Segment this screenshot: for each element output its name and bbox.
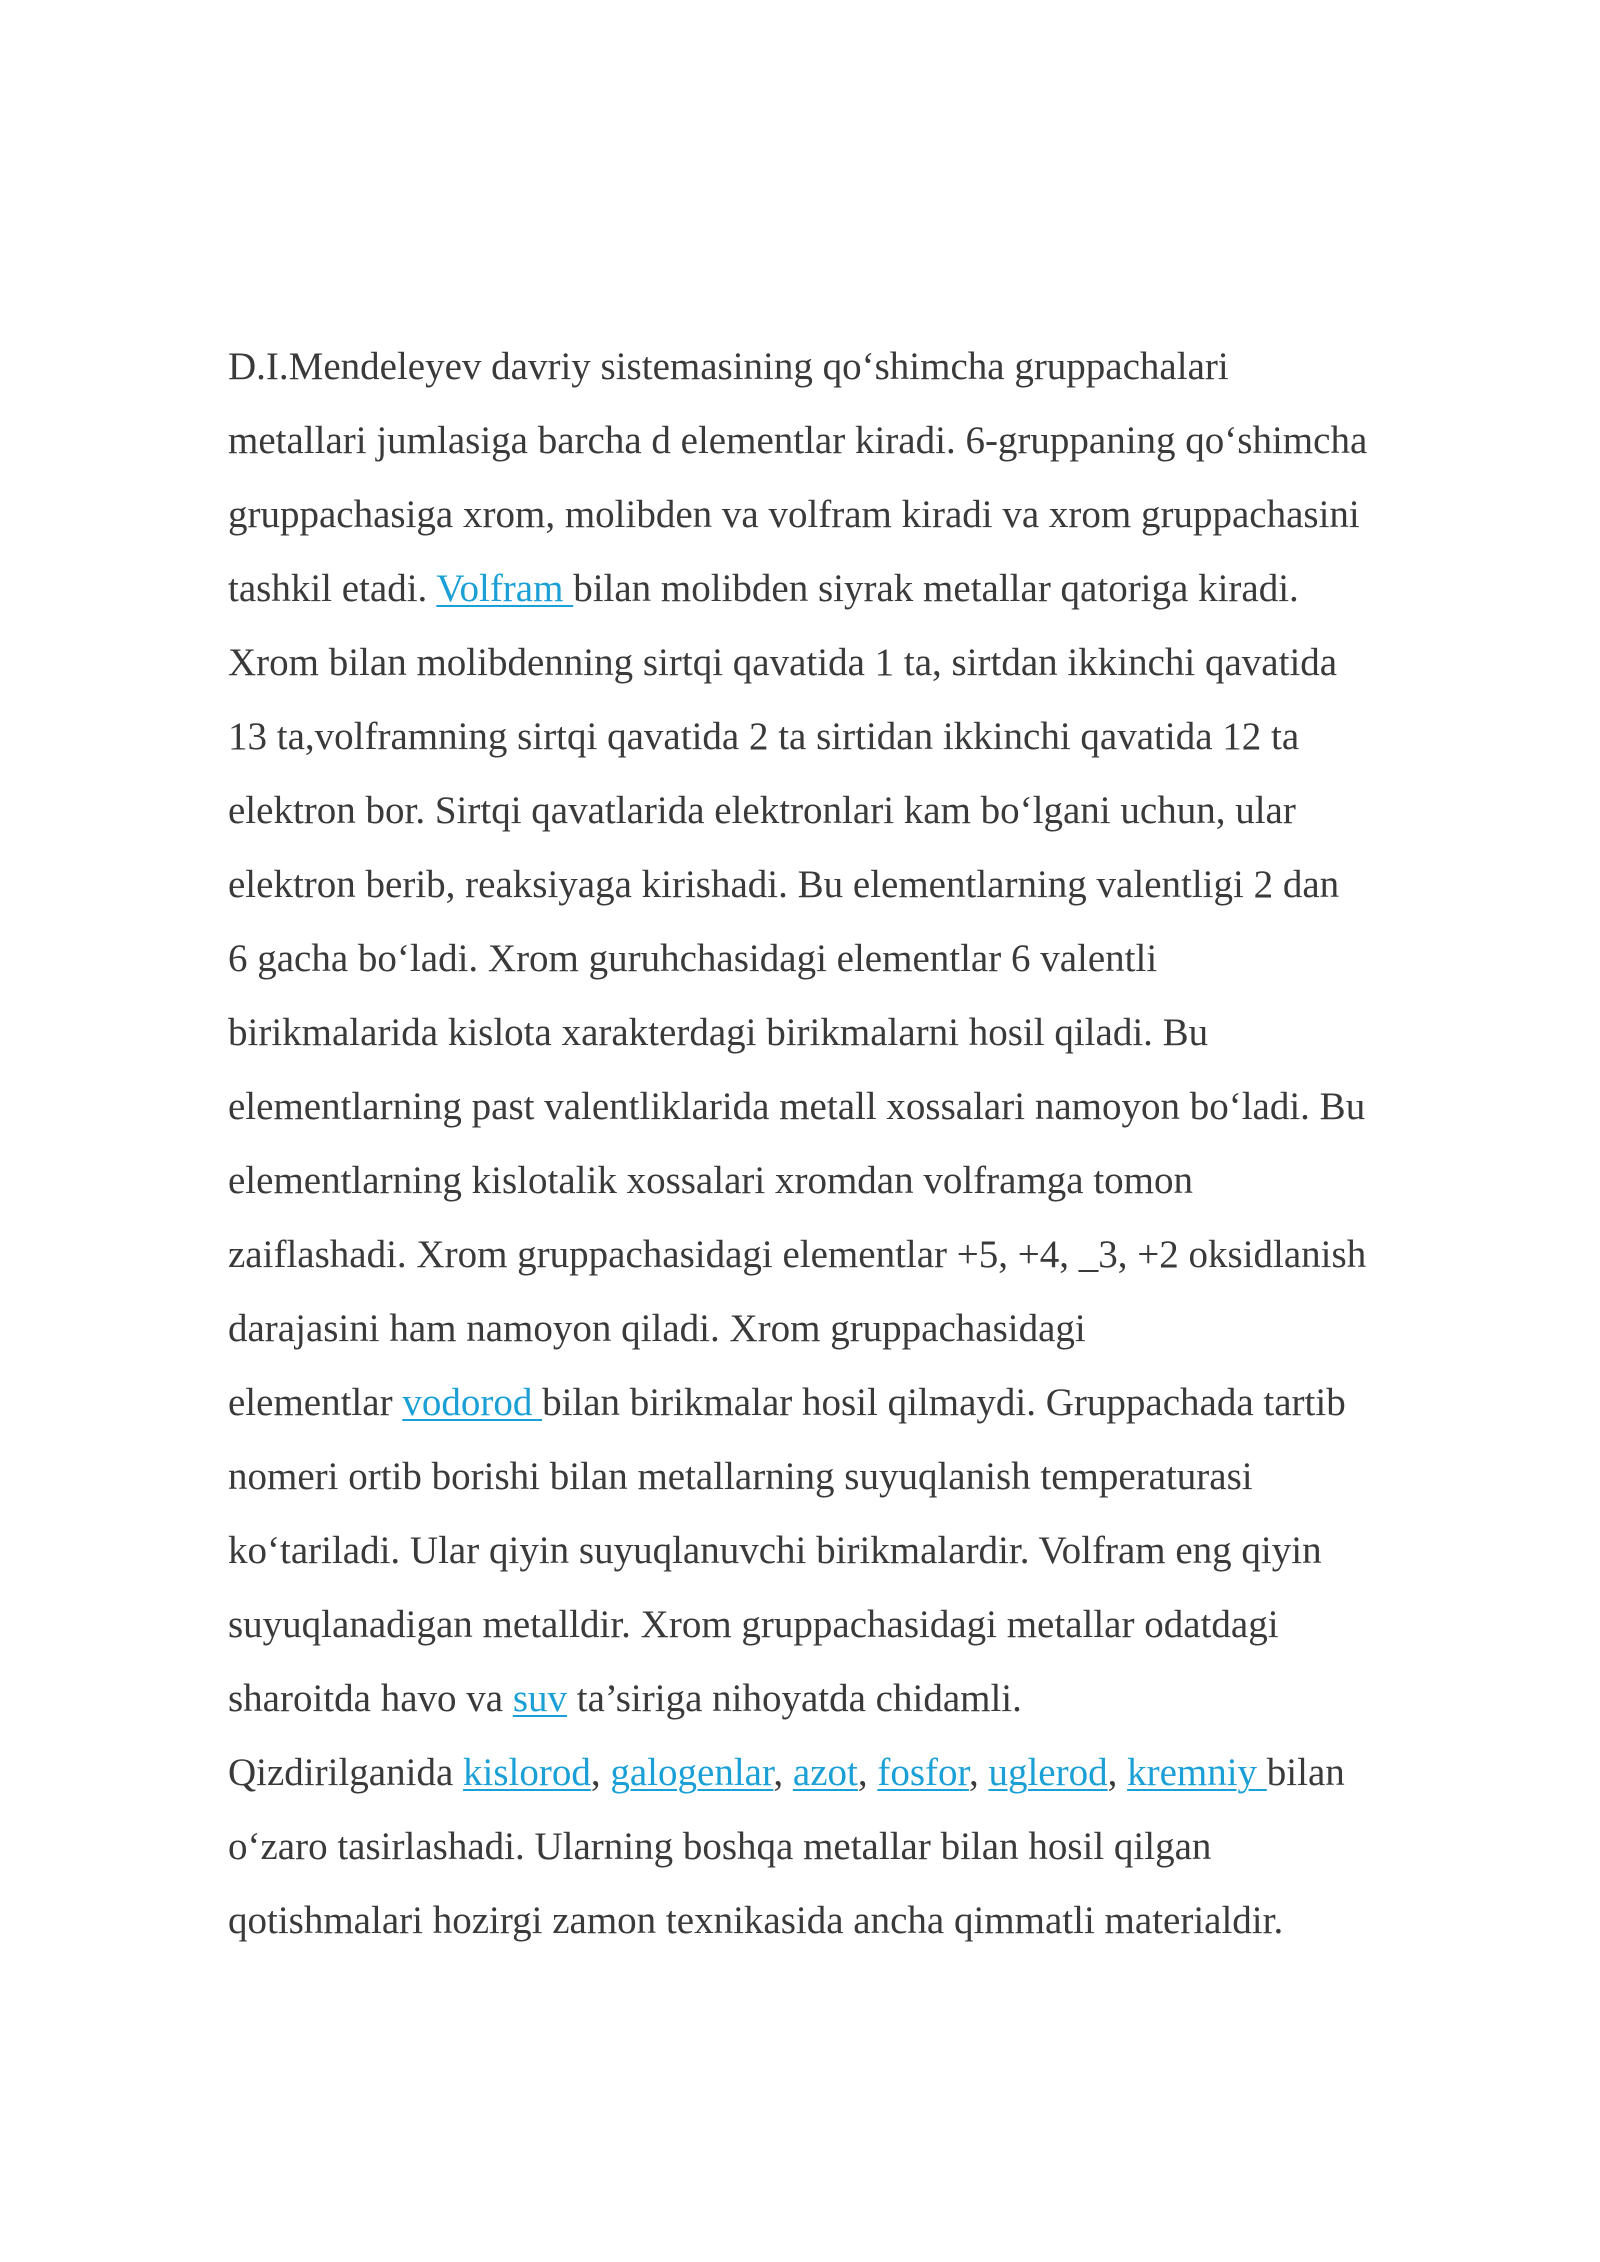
text-run: bilan birikmalar hosil qilmaydi. Gruppachada tartib (542, 1381, 1346, 1424)
text-run: elementlar (228, 1381, 403, 1424)
text-run: gruppachasiga xrom, molibden va volfram kiradi va xrom gruppachasini (228, 493, 1360, 536)
text-run: darajasini ham namoyon qiladi. Xrom gruppachasidagi (228, 1307, 1086, 1350)
link-kremniy[interactable]: kremniy (1127, 1751, 1267, 1794)
text-line (228, 1218, 1528, 1292)
text-run: elementlarning kislotalik xossalari xromdan volframga tomon (228, 1159, 1194, 1202)
text-run: tashkil etadi. (228, 567, 437, 610)
text-line (228, 1440, 1528, 1514)
link-volfram[interactable]: Volfram (436, 567, 574, 610)
text-run: D.I.Mendeleyev davriy sistemasining qo‘shimcha gruppachalari (228, 345, 1229, 388)
text-run: nomeri ortib borishi bilan metallarning suyuqlanish temperaturasi (228, 1455, 1253, 1498)
text-line (228, 996, 1528, 1070)
text-line (228, 552, 1528, 626)
text-line (228, 1366, 1528, 1440)
text-run: ko‘tariladi. Ular qiyin suyuqlanuvchi birikmalardir. Volfram eng qiyin (228, 1529, 1322, 1572)
text-line (228, 1070, 1528, 1144)
text-run: , (1107, 1751, 1128, 1794)
link-uglerod[interactable]: uglerod (988, 1751, 1108, 1794)
text-line (228, 626, 1528, 700)
text-line (228, 404, 1528, 478)
text-run: , (590, 1751, 611, 1794)
text-run: elementlarning past valentliklarida metall xossalari namoyon bo‘ladi. Bu (228, 1085, 1366, 1128)
text-line (228, 1884, 1528, 1958)
text-run: zaiflashadi. Xrom gruppachasidagi elementlar +5, +4, _3, +2 oksidlanish (228, 1233, 1367, 1276)
text-run: qotishmalari hozirgi zamon texnikasida ancha qimmatli materialdir. (228, 1899, 1284, 1942)
text-line (228, 330, 1528, 404)
body-paragraph (228, 330, 1528, 1958)
text-run: bilan molibden siyrak metallar qatoriga kiradi. (573, 567, 1299, 610)
link-fosfor[interactable]: fosfor (877, 1751, 969, 1794)
text-line (228, 1292, 1528, 1366)
text-run: Qizdirilganida (228, 1751, 464, 1794)
text-run: 6 gacha bo‘ladi. Xrom guruhchasidagi elementlar 6 valentli (228, 937, 1158, 980)
link-azot[interactable]: azot (792, 1751, 858, 1794)
text-line (228, 700, 1528, 774)
text-run: birikmalarida kislota xarakterdagi birikmalarni hosil qiladi. Bu (228, 1011, 1209, 1054)
text-line (228, 922, 1528, 996)
text-line (228, 848, 1528, 922)
text-run: sharoitda havo va (228, 1677, 513, 1720)
text-line (228, 1588, 1528, 1662)
text-run: 13 ta,volframning sirtqi qavatida 2 ta sirtidan ikkinchi qavatida 12 ta (228, 715, 1300, 758)
text-line (228, 774, 1528, 848)
text-run: Xrom bilan molibdenning sirtqi qavatida 1 ta, sirtdan ikkinchi qavatida (228, 641, 1338, 684)
link-vodorod[interactable]: vodorod (402, 1381, 543, 1424)
text-run: elektron berib, reaksiyaga kirishadi. Bu elementlarning valentligi 2 dan (228, 863, 1340, 906)
text-run: o‘zaro tasirlashadi. Ularning boshqa metallar bilan hosil qilgan (228, 1825, 1212, 1868)
text-run: elektron bor. Sirtqi qavatlarida elektronlari kam bo‘lgani uchun, ular (228, 789, 1296, 832)
text-run: ta’siriga nihoyatda chidamli. (567, 1677, 1022, 1720)
text-run: , (968, 1751, 989, 1794)
text-run: , (857, 1751, 878, 1794)
text-run: metallari jumlasiga barcha d elementlar kiradi. 6-gruppaning qo‘shimcha (228, 419, 1368, 462)
link-kislorod[interactable]: kislorod (463, 1751, 591, 1794)
link-suv[interactable]: suv (512, 1677, 568, 1720)
text-line (228, 1810, 1528, 1884)
text-line (228, 1514, 1528, 1588)
text-line (228, 478, 1528, 552)
text-run: bilan (1266, 1751, 1345, 1794)
text-run: , (773, 1751, 793, 1794)
text-line (228, 1144, 1528, 1218)
text-run: suyuqlanadigan metalldir. Xrom gruppachasidagi metallar odatdagi (228, 1603, 1279, 1646)
link-galogenlar[interactable]: galogenlar (610, 1751, 774, 1794)
text-line (228, 1736, 1528, 1810)
text-line (228, 1662, 1528, 1736)
